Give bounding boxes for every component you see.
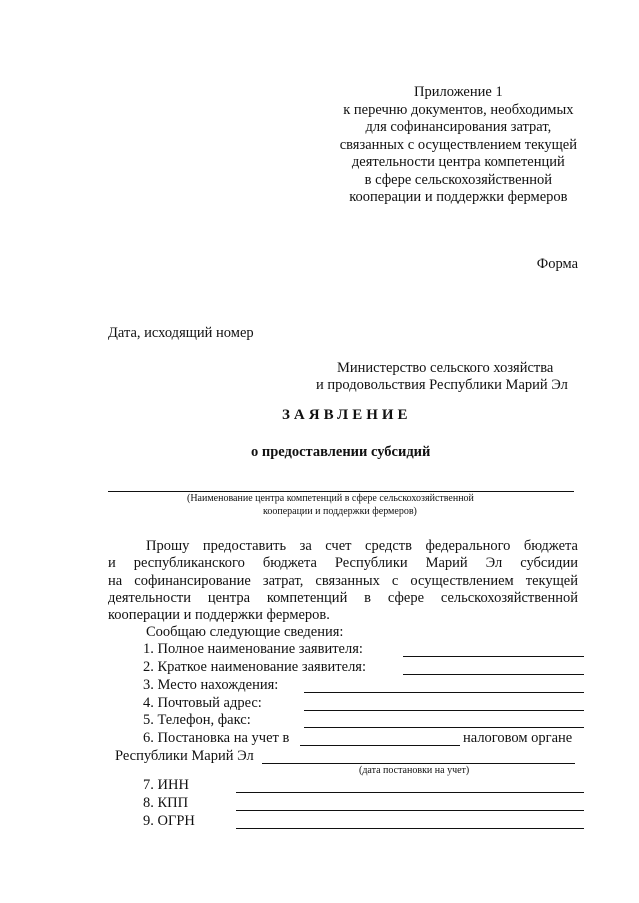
field-ogrn-line[interactable]: [236, 828, 584, 829]
appendix-line: кооперации и поддержки фермеров: [349, 189, 568, 205]
field-kpp-label: 8. КПП: [143, 795, 189, 811]
field-inn-line[interactable]: [236, 792, 584, 793]
appendix-line: Приложение 1: [414, 84, 503, 100]
field-location-line[interactable]: [304, 692, 584, 693]
field-postal-line[interactable]: [304, 710, 584, 711]
appendix-line: для софинансирования затрат,: [365, 119, 552, 135]
field-short-name-label: 2. Краткое наименование заявителя:: [143, 659, 367, 675]
request-line: кооперации и поддержки фермеров.: [108, 607, 330, 624]
field-registration-label-2: налоговом органе: [463, 730, 573, 746]
info-intro: Сообщаю следующие сведения:: [146, 624, 344, 640]
document-subtitle: о предоставлении субсидий: [251, 444, 431, 460]
appendix-block: [340, 84, 577, 207]
appendix-line: деятельности центра компетенций: [351, 154, 565, 170]
applicant-name-line[interactable]: [108, 491, 574, 492]
request-line: на софинансирование затрат, связанных с осуществлением текущей: [108, 572, 578, 589]
applicant-caption-line-1: (Наименование центра компетенций в сфере сельскохозяйственной: [187, 493, 474, 504]
field-registration-label: 6. Постановка на учет в: [143, 730, 290, 746]
field-inn-label: 7. ИНН: [143, 777, 189, 793]
field-full-name-line[interactable]: [403, 656, 584, 657]
field-registration-date-line[interactable]: [262, 763, 575, 764]
field-phone-label: 5. Телефон, факс:: [143, 712, 251, 728]
document-title: ЗАЯВЛЕНИЕ: [282, 407, 412, 423]
form-label: Форма: [536, 256, 578, 272]
appendix-line: связанных с осуществлением текущей: [339, 136, 577, 153]
recipient-line-1: Министерство сельского хозяйства: [337, 360, 554, 376]
field-kpp-line[interactable]: [236, 810, 584, 811]
request-line: Прошу предоставить за счет средств федерального бюджета: [146, 538, 578, 554]
field-postal-label: 4. Почтовый адрес:: [143, 695, 262, 711]
recipient-line-2: и продовольствия Республики Марий Эл: [316, 377, 568, 393]
field-ogrn-label: 9. ОГРН: [143, 813, 195, 829]
field-registration-authority-line[interactable]: [300, 745, 460, 746]
request-paragraph: [108, 538, 578, 624]
field-full-name-label: 1. Полное наименование заявителя:: [143, 641, 363, 657]
field-registration-caption: (дата постановки на учет): [359, 765, 470, 776]
applicant-caption-line-2: кооперации и поддержки фермеров): [263, 506, 417, 517]
field-registration-label-3: Республики Марий Эл: [115, 748, 254, 764]
request-line: и республиканского бюджета Республики Марий Эл субсидии: [108, 555, 578, 572]
appendix-line: в сфере сельскохозяйственной: [364, 171, 553, 188]
appendix-line: к перечню документов, необходимых: [343, 101, 574, 118]
field-short-name-line[interactable]: [403, 674, 584, 675]
field-location-label: 3. Место нахождения:: [143, 677, 279, 693]
date-outgoing-label: Дата, исходящий номер: [108, 325, 254, 341]
field-phone-line[interactable]: [304, 727, 584, 728]
request-line: деятельности центра компетенций в сфере сельскохозяйственной: [108, 589, 578, 606]
